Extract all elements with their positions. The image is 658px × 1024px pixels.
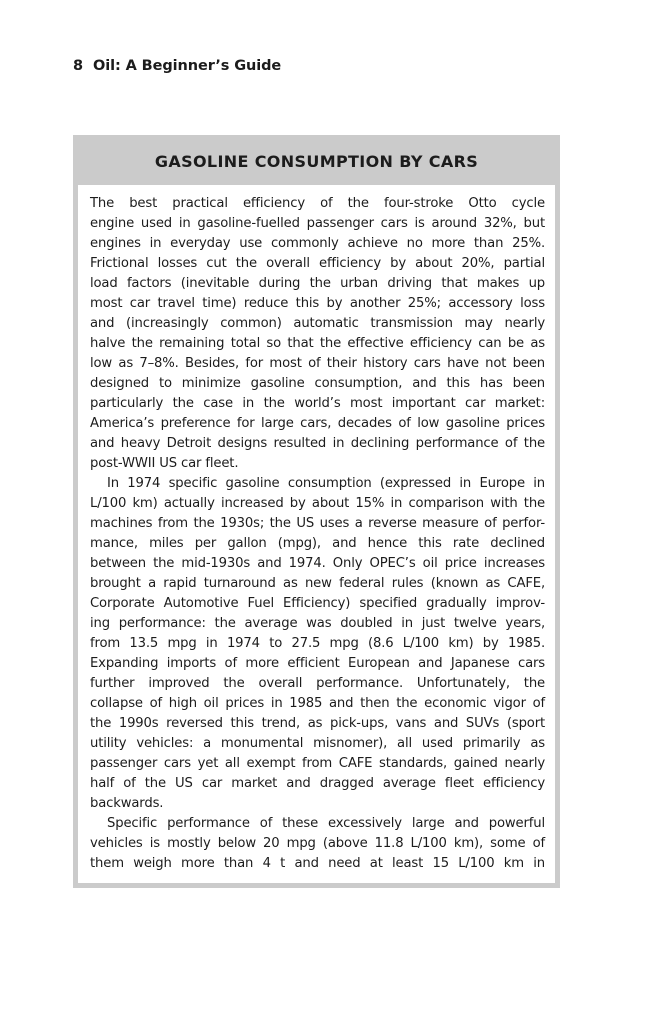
body-line: ing performance: the average was doubled in just twelve years,: [90, 616, 545, 631]
body-line: particularly the case in the world’s most important car market:: [90, 396, 545, 411]
running-head: [73, 58, 281, 74]
body-line: passenger cars yet all exempt from CAFE standards, gained nearly: [90, 756, 545, 771]
sidebar-box: [73, 135, 560, 888]
body-line: America’s preference for large cars, decades of low gasoline prices: [90, 416, 545, 431]
body-line: further improved the overall performance. Unfortunately, the: [90, 676, 545, 691]
body-line: low as 7–8%. Besides, for most of their history cars have not been: [90, 356, 545, 371]
body-line: from 13.5 mpg in 1974 to 27.5 mpg (8.6 L/100 km) by 1985.: [90, 636, 545, 651]
body-line: designed to minimize gasoline consumption, and this has been: [90, 376, 545, 391]
body-line: vehicles is mostly below 20 mpg (above 11.8 L/100 km), some of: [90, 836, 545, 851]
body-line: between the mid-1930s and 1974. Only OPEC’s oil price increases: [90, 556, 545, 571]
body-line: mance, miles per gallon (mpg), and hence this rate declined: [90, 536, 545, 551]
body-line: engine used in gasoline-fuelled passenger cars is around 32%, but: [90, 216, 545, 231]
body-line: backwards.: [90, 796, 164, 811]
box-body: [78, 185, 555, 883]
book-title: Oil: A Beginner’s Guide: [93, 58, 282, 74]
body-line: halve the remaining total so that the effective efficiency can be as: [90, 336, 545, 351]
page-number: 8: [73, 58, 83, 74]
body-line: the 1990s reversed this trend, as pick-ups, vans and SUVs (sport: [90, 716, 545, 731]
body-line: Specific performance of these excessively large and powerful: [107, 816, 545, 831]
body-line: utility vehicles: a monumental misnomer), all used primarily as: [90, 736, 545, 751]
box-title: GASOLINE CONSUMPTION BY CARS: [154, 152, 479, 171]
body-line: Corporate Automotive Fuel Efficiency) specified gradually improv-: [90, 596, 545, 611]
body-line: Frictional losses cut the overall efficiency by about 20%, partial: [90, 256, 545, 271]
body-line: L/100 km) actually increased by about 15% in comparison with the: [90, 496, 545, 511]
body-line: half of the US car market and dragged average fleet efficiency: [90, 776, 545, 791]
body-line: them weigh more than 4 t and need at least 15 L/100 km in: [90, 856, 545, 871]
body-line: post-WWII US car fleet.: [90, 456, 239, 471]
body-line: most car travel time) reduce this by another 25%; accessory loss: [90, 296, 545, 311]
body-line: collapse of high oil prices in 1985 and then the economic vigor of: [90, 696, 545, 711]
body-line: The best practical efficiency of the four-stroke Otto cycle: [90, 196, 545, 211]
body-line: engines in everyday use commonly achieve no more than 25%.: [90, 236, 545, 251]
body-line: In 1974 specific gasoline consumption (expressed in Europe in: [107, 476, 545, 491]
body-line: load factors (inevitable during the urban driving that makes up: [90, 276, 545, 291]
body-line: and heavy Detroit designs resulted in declining performance of the: [90, 436, 545, 451]
body-line: and (increasingly common) automatic transmission may nearly: [90, 316, 545, 331]
body-line: Expanding imports of more efficient European and Japanese cars: [90, 656, 545, 671]
body-line: machines from the 1930s; the US uses a reverse measure of perfor-: [90, 516, 545, 531]
body-line: brought a rapid turnaround as new federal rules (known as CAFE,: [90, 576, 545, 591]
